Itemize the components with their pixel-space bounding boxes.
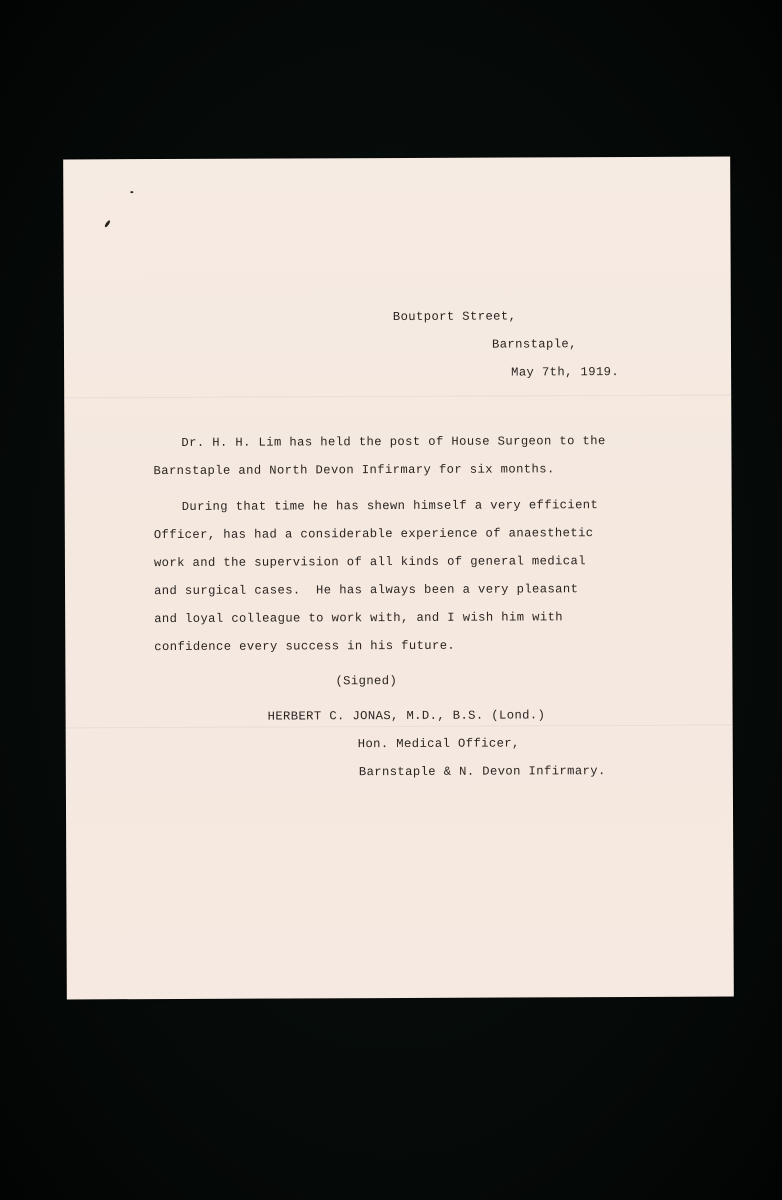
letter-date: May 7th, 1919. — [511, 365, 620, 380]
address-town: Barnstaple, — [491, 337, 577, 352]
body-line: confidence every success in his future. — [154, 638, 456, 655]
typed-letter — [63, 157, 731, 780]
signatory-institution: Barnstaple & N. Devon Infirmary. — [358, 764, 606, 780]
body-line: work and the supervision of all kinds of general medical — [153, 554, 586, 571]
address-street: Boutport Street, — [392, 309, 517, 325]
body-line: Officer, has had a considerable experience of anaesthetic — [153, 526, 594, 543]
paper-fold-crease — [66, 725, 733, 730]
body-line: Dr. H. H. Lim has held the post of House Surgeon to the — [181, 434, 606, 450]
body-line: Barnstaple and North Devon Infirmary for six months. — [153, 462, 555, 479]
letter-sheet — [63, 157, 734, 1000]
ink-speck — [130, 191, 133, 193]
signatory-name: HERBERT C. JONAS, M.D., B.S. (Lond.) — [267, 708, 546, 724]
body-line: and loyal colleague to work with, and I wish him with — [154, 610, 564, 627]
signed-note: (Signed) — [335, 674, 398, 689]
body-line: During that time he has shewn himself a very efficient — [181, 498, 599, 514]
body-line: and surgical cases. He has always been a very pleasant — [154, 582, 579, 599]
signatory-title: Hon. Medical Officer, — [357, 736, 520, 752]
